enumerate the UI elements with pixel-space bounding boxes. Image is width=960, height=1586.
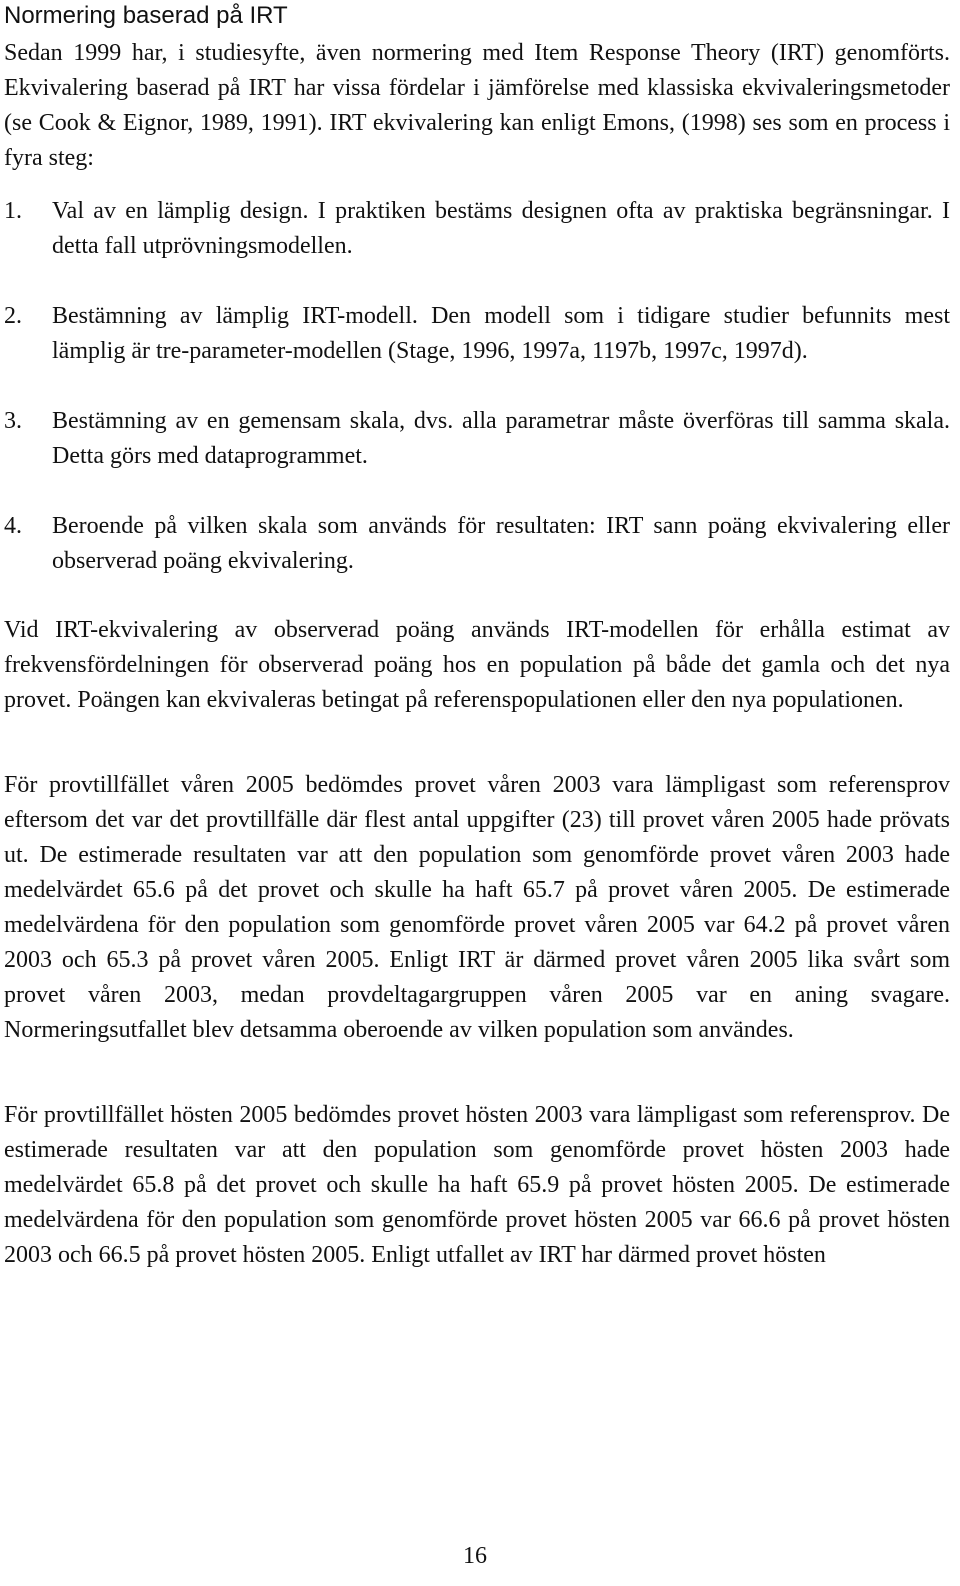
paragraph-autumn-2005: För provtillfället hösten 2005 bedömdes provet hösten 2003 vara lämpligast som referensprov. De estimerade resultaten var att den population som genomförde provet hösten 2003 hade medelvärdet 65.8 på det provet och skulle ha haft 65.9 på provet hösten 2005. De estimerade medelvärdena för den population som genomförde provet hösten 2005 var 66.6 på provet hösten 2003 och 66.5 på provet hösten 2005. Enligt utfallet av IRT har därmed provet hösten xyxy=(4,1102,950,1268)
section-heading: Normering baserad på IRT xyxy=(4,2,288,29)
list-item xyxy=(4,404,950,474)
paragraph-spring-2005: För provtillfället våren 2005 bedömdes provet våren 2003 vara lämpligast som referensprov eftersom det var det provtillfälle där flest antal uppgifter (23) till provet våren 2005 hade prövats ut. De estimerade resultaten var att den population som genomförde provet våren 2003 hade medelvärdet 65.6 på det provet och skulle ha haft 65.7 på provet våren 2005. De estimerade medelvärdena för den population som genomförde provet våren 2005 var 64.2 på provet våren 2003 och 65.3 på provet våren 2005. Enligt IRT är därmed provet våren 2005 lika svårt som provet våren 2003, medan provdeltagargruppen våren 2005 var en aning svagare. Normeringsutfallet blev detsamma oberoende av vilken population som användes. xyxy=(4,772,950,1043)
list-item-text: Val av en lämplig design. I praktiken bestäms designen ofta av praktiska begränsningar. I detta fall utprövningsmodellen. xyxy=(52,198,950,259)
list-item xyxy=(4,194,950,264)
list-item-number: 4. xyxy=(4,513,22,539)
page-number: 16 xyxy=(463,1543,487,1569)
list-item-text: Bestämning av en gemensam skala, dvs. alla parametrar måste överföras till samma skala. Detta görs med dataprogrammet. xyxy=(52,408,950,469)
list-item xyxy=(4,299,950,369)
list-item-text: Beroende på vilken skala som används för resultaten: IRT sann poäng ekvivalering eller observerad poäng ekvivalering. xyxy=(52,513,950,574)
intro-paragraph: Sedan 1999 har, i studiesyfte, även normering med Item Response Theory (IRT) genomförts. Ekvivalering baserad på IRT har vissa fördelar i jämförelse med klassiska ekvivaleringsmetoder (se Cook & Eignor, 1989, 1991). IRT ekvivalering kan enligt Emons, (1998) ses som en process i fyra steg: xyxy=(4,40,950,171)
list-item-text: Bestämning av lämplig IRT-modell. Den modell som i tidigare studier befunnits mest lämplig är tre-parameter-modellen (Stage, 1996, 1997a, 1197b, 1997c, 1997d). xyxy=(52,303,950,364)
list-item xyxy=(4,509,950,579)
list-item-number: 2. xyxy=(4,303,22,329)
list-item-number: 3. xyxy=(4,408,22,434)
paragraph-irt-observed: Vid IRT-ekvivalering av observerad poäng används IRT-modellen för erhålla estimat av frekvensfördelningen för observerad poäng hos en population på både det gamla och det nya provet. Poängen kan ekvivaleras betingat på referenspopulationen eller den nya populationen. xyxy=(4,617,950,713)
steps-list xyxy=(4,194,950,579)
document-page xyxy=(4,0,950,1273)
list-item-number: 1. xyxy=(4,198,22,224)
